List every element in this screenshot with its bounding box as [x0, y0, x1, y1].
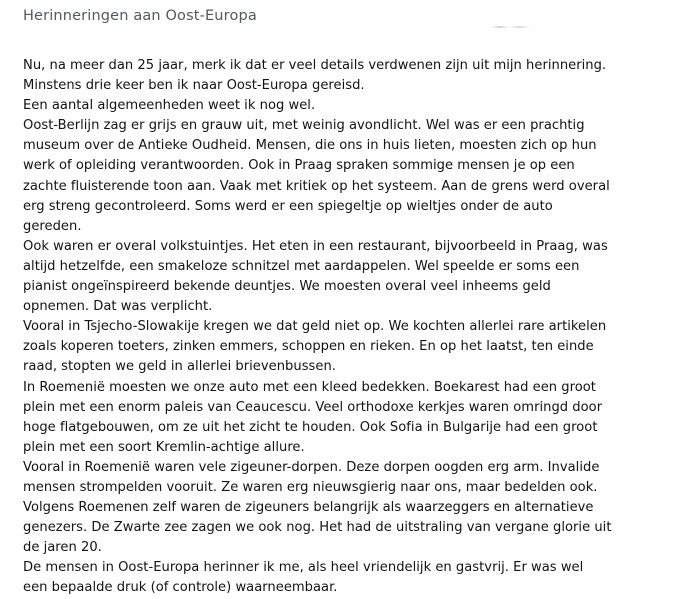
text-line: Vooral in Tsjecho-Slowakije kregen we dat geld niet op. We kochten allerlei rare artikelen: [23, 319, 607, 335]
page-title: Herinneringen aan Oost-Europa: [23, 8, 257, 24]
text-line: zachte fluisterende toon aan. Vaak met kritiek op het systeem. Aan de grens werd overal: [23, 178, 610, 194]
text-line: Een aantal algemeenheden weet ik nog wel.: [23, 98, 316, 114]
text-line: Minstens drie keer ben ik naar Oost-Europa gereisd.: [23, 78, 365, 94]
paragraph-volkstuintjes: [23, 237, 683, 317]
paragraph-roemenie-boekarest: [23, 378, 683, 458]
paragraph-tsjecho-slowakije: [23, 317, 683, 377]
text-line: Oost-Berlijn zag er grijs en grauw uit, met weinig avondlicht. Wel was er een prachtig: [23, 118, 585, 134]
paragraph-zigeuner-dorpen: [23, 458, 683, 558]
scan-artifact-speck: [492, 26, 530, 28]
paragraph-intro: [23, 56, 683, 116]
text-line: werk of opleiding verantwoorden. Ook in Praag spraken sommige mensen je op een: [23, 158, 575, 174]
text-line: de jaren 20.: [23, 540, 102, 556]
text-line: zoals koperen toeters, zinken emmers, schoppen en rieken. En op het laatst, ten einde: [23, 339, 594, 355]
text-line: raad, stopten we geld in allerlei brievenbussen.: [23, 359, 336, 375]
text-line: gereden.: [23, 218, 82, 234]
text-line: museum over de Antieke Oudheid. Mensen, die ons in huis lieten, moesten zich op hun: [23, 138, 597, 154]
text-line: Vooral in Roemenië waren vele zigeuner-dorpen. Deze dorpen oogden erg arm. Invalide: [23, 459, 600, 475]
paragraph-slot: [23, 558, 683, 598]
text-line: plein met een soort Kremlin-achtige allure.: [23, 439, 305, 455]
text-line: altijd hetzelfde, een smakeloze schnitzel met aardappelen. Wel speelde er soms een: [23, 258, 580, 274]
text-line: opnemen. Dat was verplicht.: [23, 299, 213, 315]
text-line: hoge flatgebouwen, om ze uit het zicht te houden. Ook Sofia in Bulgarije had een groot: [23, 419, 598, 435]
text-line: Nu, na meer dan 25 jaar, merk ik dat er veel details verdwenen zijn uit mijn herinnering.: [23, 58, 607, 73]
text-line: genezers. De Zwarte zee zagen we ook nog. Het had de uitstraling van vergane glorie uit: [23, 520, 612, 536]
text-line: Volgens Roemenen zelf waren de zigeuners belangrijk als waarzeggers en alternatieve: [23, 500, 594, 516]
text-line: mensen strompelden vooruit. Ze waren erg nieuwsgierig naar ons, maar bedelden ook.: [23, 479, 598, 495]
text-line: In Roemenië moesten we onze auto met een kleed bedekken. Boekarest had een groot: [23, 379, 596, 395]
text-line: een bepaalde druk (of controle) waarneembaar.: [23, 580, 338, 596]
text-line: pianist ongeïnspireerd bekende deuntjes. We moesten overal veel inheems geld: [23, 279, 551, 295]
text-line: De mensen in Oost-Europa herinner ik me, als heel vriendelijk en gastvrij. Er was wel: [23, 560, 584, 576]
document-body: [23, 56, 683, 599]
text-line: erg streng gecontroleerd. Soms werd er een spiegeltje op wieltjes onder de auto: [23, 198, 553, 214]
text-line: Ook waren er overal volkstuintjes. Het eten in een restaurant, bijvoorbeeld in Praag, was: [23, 238, 608, 254]
paragraph-oost-berlijn: [23, 116, 683, 237]
text-line: plein met een enorm paleis van Ceaucescu. Veel orthodoxe kerkjes waren omringd door: [23, 399, 603, 415]
